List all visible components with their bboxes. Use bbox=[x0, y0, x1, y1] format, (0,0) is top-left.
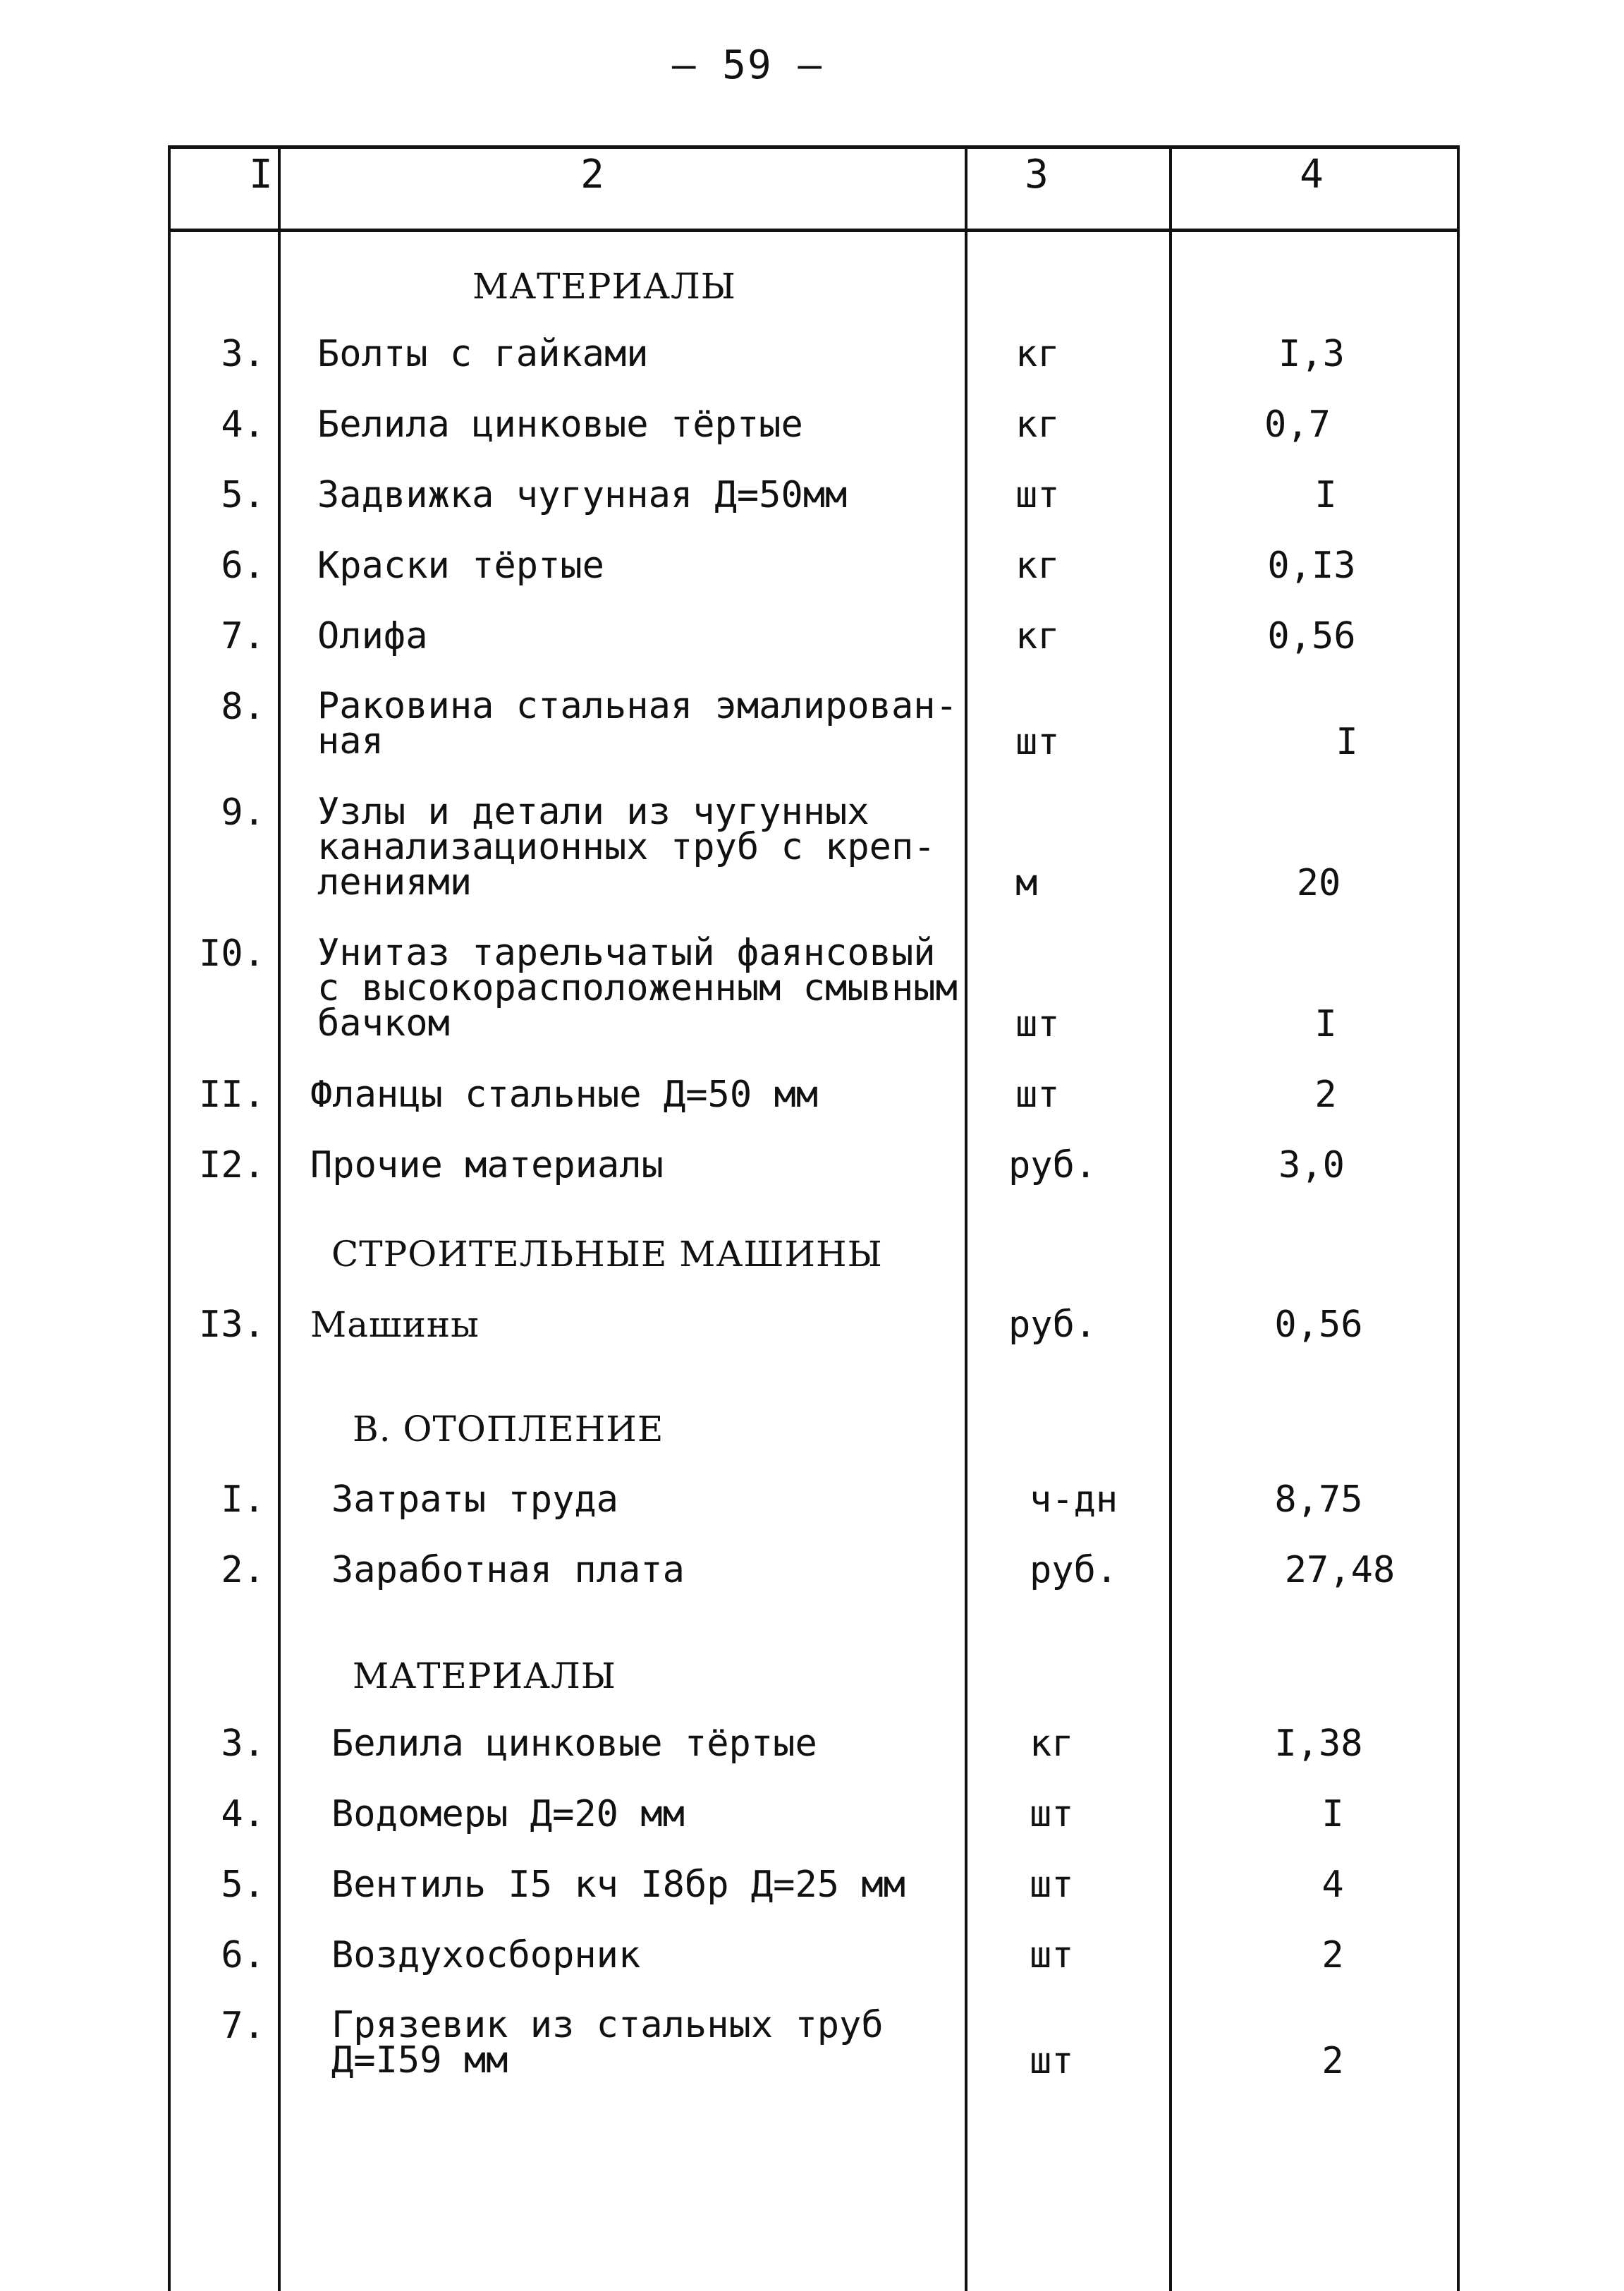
row-number: 3. bbox=[221, 1722, 265, 1765]
row-unit: м bbox=[1015, 862, 1038, 904]
row-number: 4. bbox=[221, 403, 265, 446]
row-name: Белила цинковые тёртые bbox=[331, 1722, 817, 1765]
row-qty: 4 bbox=[1321, 1864, 1344, 1906]
row-name: Фланцы стальные Д=50 мм bbox=[310, 1074, 819, 1116]
row-number: I3. bbox=[199, 1304, 265, 1346]
column-divider-1 bbox=[278, 145, 281, 2291]
section-heading: В. ОТОПЛЕНИЕ bbox=[353, 1409, 664, 1450]
row-qty: 2 bbox=[1314, 1074, 1337, 1116]
row-name: Вентиль I5 кч I8бр Д=25 мм bbox=[331, 1864, 905, 1906]
row-unit: кг bbox=[1015, 403, 1060, 446]
row-name: Воздухосборник bbox=[331, 1934, 641, 1976]
row-unit: руб. bbox=[1008, 1144, 1097, 1186]
row-qty: 8,75 bbox=[1274, 1478, 1363, 1521]
table-right-border bbox=[1457, 145, 1460, 2291]
row-name: Машины bbox=[310, 1304, 480, 1345]
row-number: 4. bbox=[221, 1793, 265, 1835]
header-bottom-border bbox=[168, 229, 1460, 232]
row-unit: шт bbox=[1030, 1864, 1074, 1906]
row-name: Задвижка чугунная Д=50мм bbox=[317, 474, 848, 516]
row-unit: руб. bbox=[1030, 1549, 1118, 1591]
row-unit: шт bbox=[1015, 474, 1060, 516]
row-unit: кг bbox=[1015, 615, 1060, 657]
row-qty: 2 bbox=[1321, 1934, 1344, 1976]
row-qty: I bbox=[1336, 721, 1358, 763]
row-name: Прочие материалы bbox=[310, 1144, 664, 1186]
row-unit: шт bbox=[1030, 1934, 1074, 1976]
row-name: Болты с гайками bbox=[317, 333, 649, 375]
column-divider-2 bbox=[965, 145, 967, 2291]
row-qty: 27,48 bbox=[1284, 1549, 1396, 1591]
row-number: 8. bbox=[221, 686, 265, 728]
row-qty: I bbox=[1321, 1793, 1344, 1835]
row-number: 2. bbox=[221, 1549, 265, 1591]
row-unit: шт bbox=[1015, 721, 1060, 763]
row-name: Узлы и детали из чугунных канализационных труб с креп- лениями bbox=[317, 791, 936, 904]
header-col-4: 4 bbox=[1300, 152, 1324, 198]
row-qty: 0,7 bbox=[1264, 403, 1331, 446]
row-qty: I,3 bbox=[1278, 333, 1345, 375]
header-col-3: 3 bbox=[1025, 152, 1049, 198]
row-unit: шт bbox=[1015, 1074, 1060, 1116]
row-unit: шт bbox=[1015, 1003, 1060, 1045]
row-name: Водомеры Д=20 мм bbox=[331, 1793, 685, 1835]
row-name: Унитаз тарельчатый фаянсовый с высокорасположенным смывным бачком bbox=[317, 932, 958, 1045]
row-unit: кг bbox=[1015, 545, 1060, 587]
row-unit: шт bbox=[1030, 1793, 1074, 1835]
row-unit: руб. bbox=[1008, 1304, 1097, 1346]
page-number: – 59 – bbox=[671, 42, 824, 88]
section-heading: СТРОИТЕЛЬНЫЕ МАШИНЫ bbox=[331, 1234, 883, 1275]
row-number: 7. bbox=[221, 615, 265, 657]
row-qty: I bbox=[1314, 474, 1337, 516]
row-number: 6. bbox=[221, 545, 265, 587]
row-qty: 0,56 bbox=[1267, 615, 1356, 657]
row-qty: I bbox=[1314, 1003, 1337, 1045]
row-name: Заработная плата bbox=[331, 1549, 685, 1591]
row-qty: 0,I3 bbox=[1267, 545, 1356, 587]
section-heading: МАТЕРИАЛЫ bbox=[472, 266, 736, 307]
row-name: Краски тёртые bbox=[317, 545, 604, 587]
row-name: Затраты труда bbox=[331, 1478, 618, 1521]
row-unit: ч-дн bbox=[1030, 1478, 1118, 1521]
row-number: 7. bbox=[221, 2005, 265, 2047]
section-heading: МАТЕРИАЛЫ bbox=[353, 1655, 616, 1696]
header-col-2: 2 bbox=[580, 152, 604, 198]
row-qty: 20 bbox=[1296, 862, 1341, 904]
row-name: Белила цинковые тёртые bbox=[317, 403, 803, 446]
row-name: Олифа bbox=[317, 615, 428, 657]
row-qty: I,38 bbox=[1274, 1722, 1363, 1765]
row-unit: шт bbox=[1030, 2040, 1074, 2082]
header-col-1: I bbox=[249, 152, 273, 198]
table-top-border bbox=[168, 145, 1460, 149]
row-qty: 0,56 bbox=[1274, 1304, 1363, 1346]
row-number: 3. bbox=[221, 333, 265, 375]
row-number: 5. bbox=[221, 474, 265, 516]
row-qty: 2 bbox=[1321, 2040, 1344, 2082]
row-name: Грязевик из стальных труб Д=I59 мм bbox=[331, 2004, 884, 2082]
row-number: I0. bbox=[199, 932, 265, 975]
row-qty: 3,0 bbox=[1278, 1144, 1345, 1186]
row-number: 9. bbox=[221, 791, 265, 834]
row-unit: кг bbox=[1015, 333, 1060, 375]
row-unit: кг bbox=[1030, 1722, 1074, 1765]
row-name: Раковина стальная эмалирован- ная bbox=[317, 685, 958, 762]
row-number: I. bbox=[221, 1478, 265, 1521]
row-number: I2. bbox=[199, 1144, 265, 1186]
row-number: II. bbox=[199, 1074, 265, 1116]
row-number: 5. bbox=[221, 1864, 265, 1906]
row-number: 6. bbox=[221, 1934, 265, 1976]
